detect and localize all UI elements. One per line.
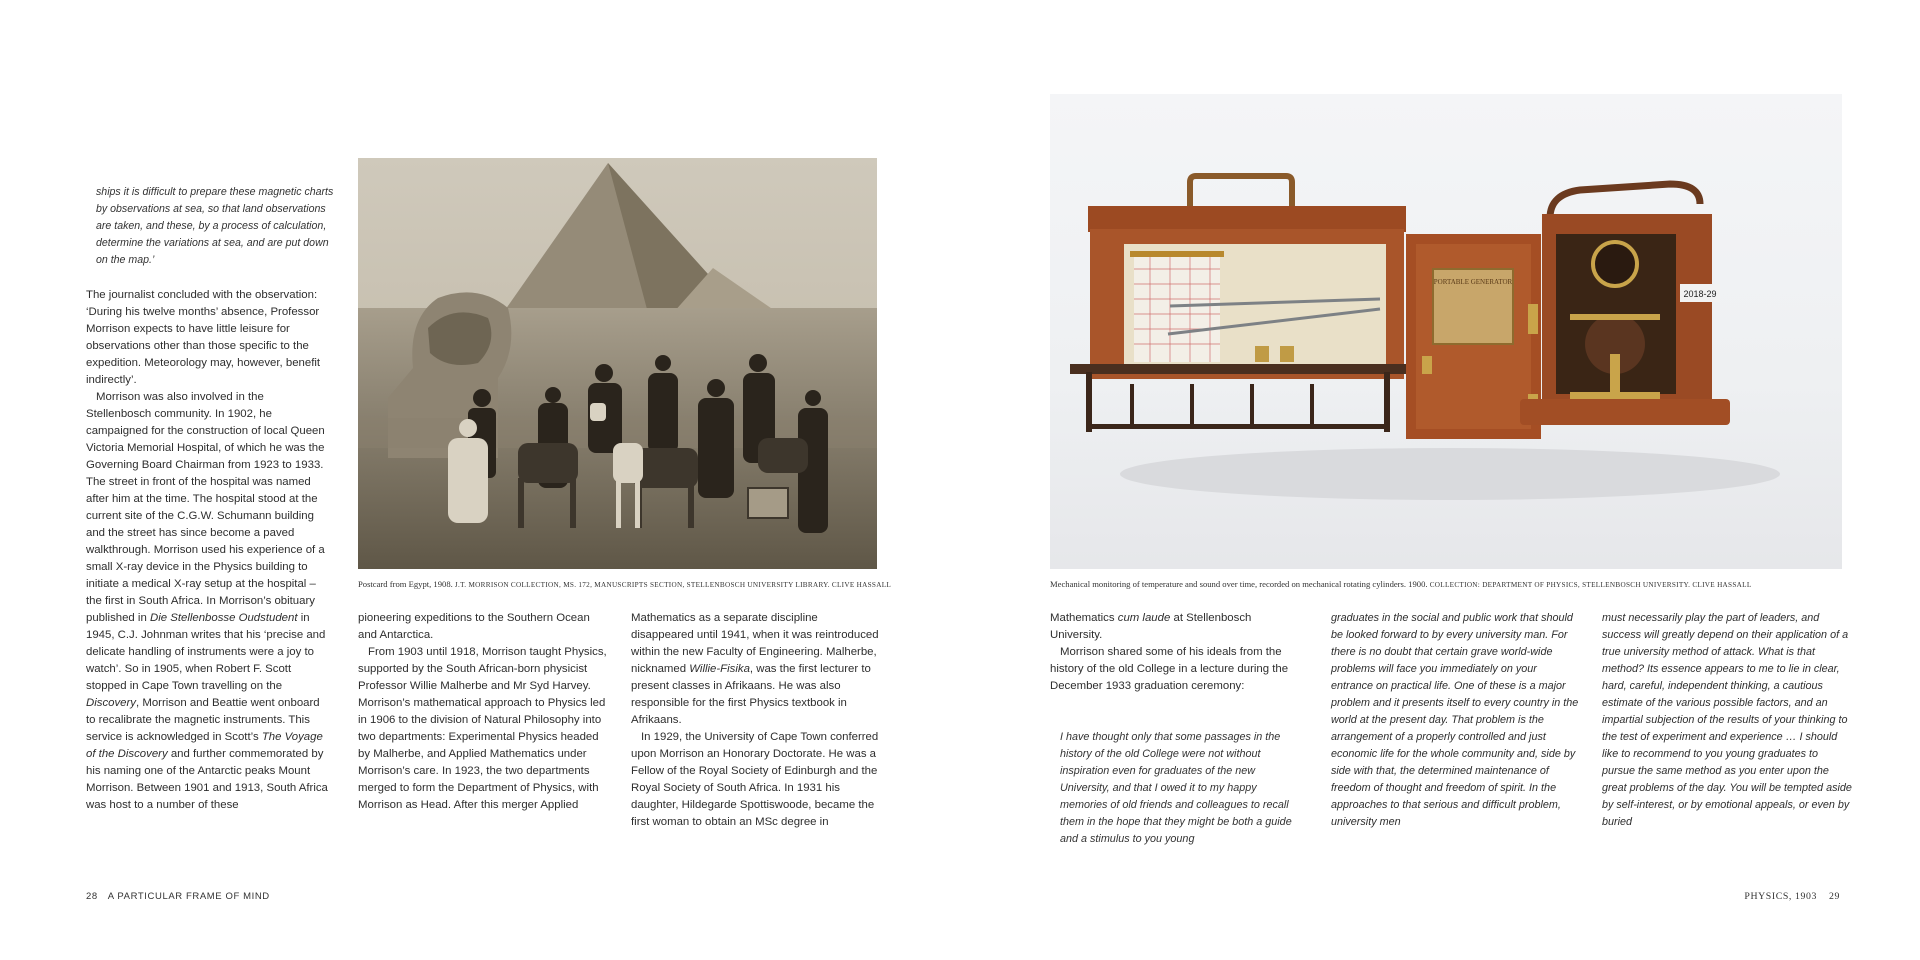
text-column-5: [1331, 610, 1581, 831]
recording-device-photo: [1050, 94, 1842, 569]
photo-caption-left: Postcard from Egypt, 1908. J.T. MORRISON COLLECTION, MS. 172, MANUSCRIPTS SECTION, STELLENBOSCH UNIVERSITY LIBRARY. CLIVE HASSALL: [358, 579, 892, 589]
running-head: PHYSICS, 1903: [1744, 891, 1817, 902]
text-column-1: [86, 287, 332, 814]
paragraph: graduates in the social and public work that should be looked forward to by every university man. For there is no doubt that certain grave world-wide problems will face you immediately on your entrance on practical life. One of these is a major problem and it presents itself to every country in the world at the present day. That problem is the arrangement of a properly controlled and just economic life for the whole community and, side by side with that, the determined maintenance of freedom of thought and freedom of spirit. In the approaches to that serious and difficult problem, university men: [1331, 612, 1579, 828]
paragraph: From 1903 until 1918, Morrison taught Physics, supported by the South African-born physicist Professor Willie Malherbe and Mr Syd Harvey. Morrison’s mathematical approach to Physics led in 1906 to the division of Natural Philosophy into two departments: Experimental Physics headed by Malherbe, and Applied Mathematics under Morrison’s care. In 1923, the two departments merged to form the Department of Physics, with Morrison as Head. After this merger Applied: [358, 646, 607, 811]
paragraph: Mathematics as a separate discipline disappeared until 1941, when it was reintroduced within the new Faculty of Engineering. Malherbe, nicknamed Willie-Fisika, was the first lecturer to present classes in Afrikaans. He was also responsible for the first Physics textbook in Afrikaans.: [631, 612, 879, 726]
text-column-4: [1050, 610, 1290, 695]
paragraph: In 1929, the University of Cape Town conferred upon Morrison an Honorary Doctorate. He was a Fellow of the Royal Society of Edinburgh and the Royal Society of South Africa. In 1931 his daughter, Hildegarde Spottiswoode, became the first woman to obtain an MSc degree in: [631, 731, 879, 828]
egypt-postcard-photo: [358, 158, 877, 569]
page-number: 29: [1829, 891, 1840, 902]
device-plate-text: PORTABLE GENERATOR: [1433, 278, 1513, 286]
folio-left: [86, 891, 270, 902]
text-column-3: [631, 610, 881, 831]
text-column-2: [358, 610, 608, 814]
device-inventory-label: 2018-29: [1683, 289, 1717, 299]
graduation-quote: I have thought only that some passages in the history of the old College were not without inspiration even for graduates of the new University, and that I owed it to my happy memories of old friends and colleagues to recall them in the hope that they might be both a guide and a stimulus to you young: [1060, 731, 1292, 845]
paragraph: Mathematics cum laude at Stellenbosch University.: [1050, 612, 1252, 641]
paragraph: Morrison was also involved in the Stellenbosch community. In 1902, he campaigned for the construction of local Queen Victoria Memorial Hospital, of which he was the Governing Board Chairman from 1923 to 1933. The street in front of the hospital was named after him at the time. The hospital stood at the current site of the C.G.W. Schumann building and the street has since become a paved walkthrough. Morrison used his experience of a small X-ray device in the Physics building to initiate a medical X-ray setup at the hospital – the first in South Africa. In Morrison’s obituary published in Die Stellenbosse Oudstudent in 1945, C.J. Johnman writes that his ‘precise and delicate handling of instruments were a joy to watch’. So in 1905, when Robert F. Scott stopped in Cape Town travelling on the Discovery, Morrison and Beattie went onboard to recalibrate the magnetic instruments. This service is acknowledged in Scott’s The Voyage of the Discovery and further commemorated by his naming one of the Antarctic peaks Mount Morrison. Between 1901 and 1913, South Africa was host to a number of these: [86, 391, 328, 811]
paragraph: Morrison shared some of his ideals from the history of the old College in a lecture during the December 1933 graduation ceremony:: [1050, 646, 1289, 692]
paragraph: pioneering expeditions to the Southern Ocean and Antarctica.: [358, 612, 590, 641]
photo-caption-right: Mechanical monitoring of temperature and sound over time, recorded on mechanical rotating cylinders. 1900. COLLECTION: DEPARTMENT OF PHYSICS, STELLENBOSCH UNIVERSITY. CLIVE HASSALL: [1050, 579, 1752, 589]
text-column-6: [1602, 610, 1852, 831]
folio-right: [1744, 891, 1840, 902]
paragraph: The journalist concluded with the observation: ‘During his twelve months’ absence, Professor Morrison expects to have little leisure for observations other than those specific to the expedition. Meteorology may, however, benefit indirectly’.: [86, 289, 321, 386]
running-head: A PARTICULAR FRAME OF MIND: [107, 891, 270, 902]
page-number: 28: [86, 891, 98, 902]
paragraph: must necessarily play the part of leaders, and success will greatly depend on their application of a true university method of attack. What is that method? Its essence appears to me to lie in clear, hard, careful, independent thinking, a cautious estimate of the various possible factors, and an impartial subjection of the results of your thinking to the test of experiment and experience … I should like to recommend to you young graduates to pursue the same method as you enter upon the great problems of the day. You will be tempted aside by self-interest, or by emotional appeals, or even by buried: [1602, 612, 1852, 828]
intro-quote: ships it is difficult to prepare these magnetic charts by observations at sea, so that land observations are taken, and these, by a process of calculation, determine the variations at sea, and are put down on the map.’: [96, 186, 334, 266]
